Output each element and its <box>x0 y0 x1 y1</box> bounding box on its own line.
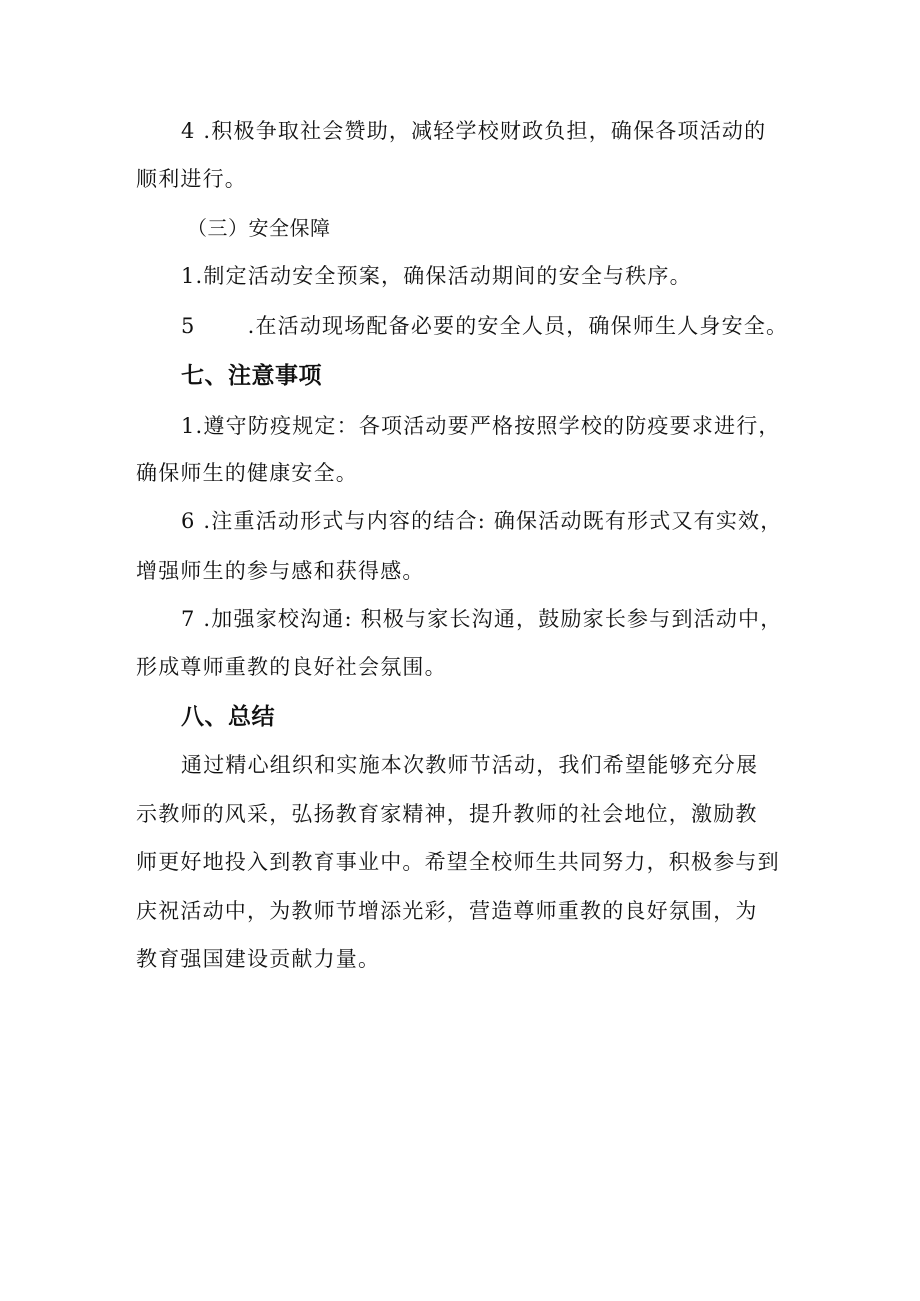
paragraph-line: 师更好地投入到教育事业中。希望全校师生共同努力，积极参与到 <box>136 850 780 874</box>
paragraph-line: 4 .积极争取社会赞助，减轻学校财政负担，确保各项活动的 <box>181 119 767 143</box>
list-number: 5 <box>181 314 196 338</box>
paragraph-line: 示教师的风采，弘扬教育家精神，提升教师的社会地位，激励教 <box>136 802 758 826</box>
paragraph-line: 教育强国建设贡献力量。 <box>136 947 381 971</box>
section-heading: 七、注意事项 <box>181 363 322 389</box>
section-heading: 八、总结 <box>181 704 275 730</box>
section-subheading: （三）安全保障 <box>187 216 331 240</box>
paragraph-line: 顺利进行。 <box>136 167 247 191</box>
paragraph-line: 形成尊师重教的良好社会氛围。 <box>136 655 447 679</box>
list-text: .在活动现场配备必要的安全人员，确保师生人身安全。 <box>247 314 789 338</box>
paragraph-line: 1.制定活动安全预案，确保活动期间的安全与秩序。 <box>181 264 692 288</box>
paragraph-line: 6 .注重活动形式与内容的结合: 确保活动既有形式又有实效， <box>181 509 783 533</box>
paragraph-line: 庆祝活动中，为教师节增添光彩，营造尊师重教的良好氛围，为 <box>136 899 758 923</box>
paragraph-line: 确保师生的健康安全。 <box>136 461 358 485</box>
paragraph-line: 通过精心组织和实施本次教师节活动，我们希望能够充分展 <box>181 753 759 777</box>
paragraph-line <box>0 304 920 348</box>
paragraph-line: 1.遵守防疫规定：各项活动要严格按照学校的防疫要求进行， <box>181 414 781 438</box>
paragraph-line: 增强师生的参与感和获得感。 <box>136 559 425 583</box>
paragraph-line: 7 .加强家校沟通: 积极与家长沟通，鼓励家长参与到活动中， <box>181 607 783 631</box>
